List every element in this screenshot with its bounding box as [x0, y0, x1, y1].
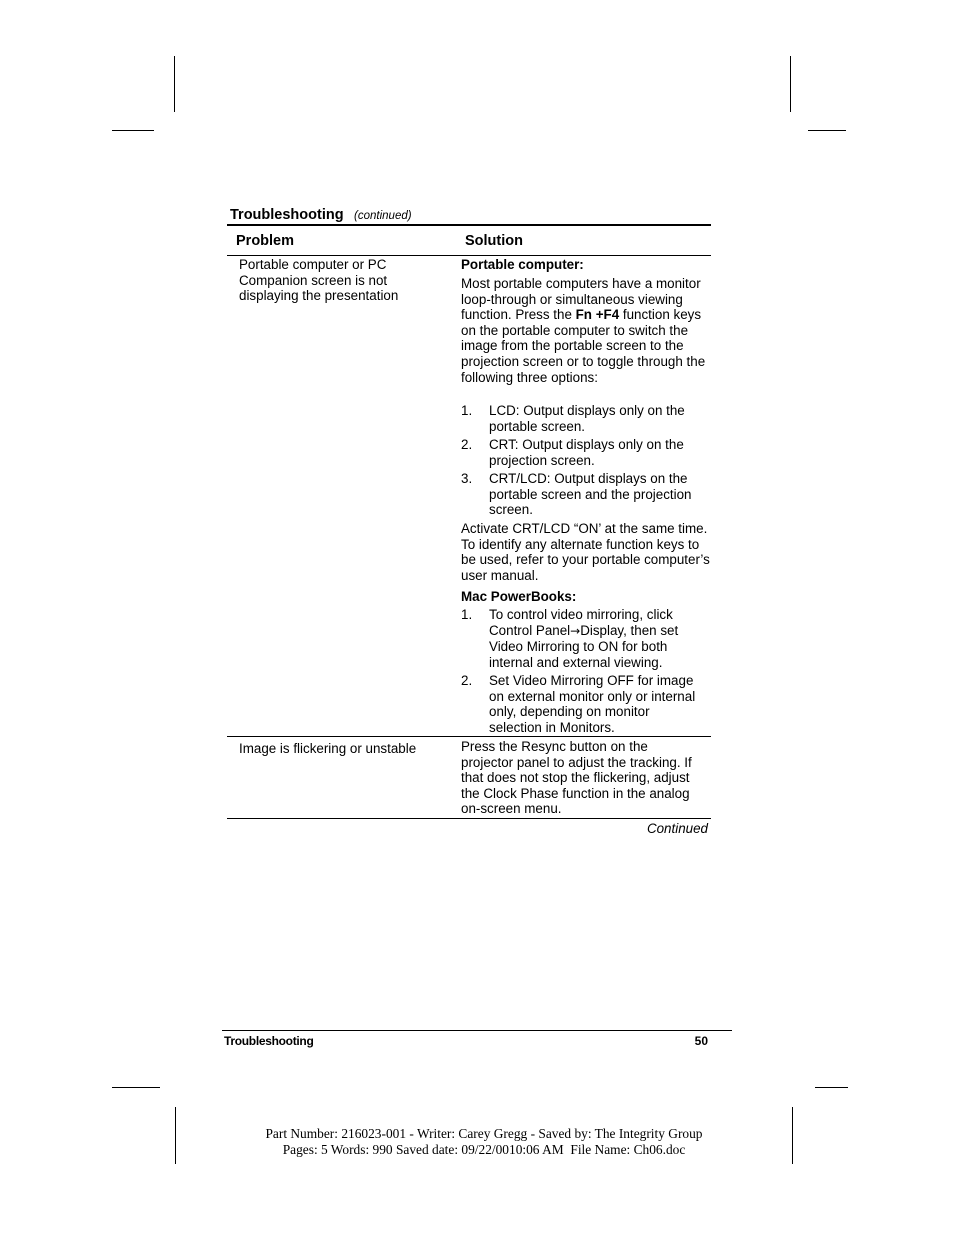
step-number: 2.	[461, 673, 473, 688]
activate-text: Activate CRT/LCD “ON’ at the same time. To identify any alternate function keys to be used, refer to your portable computer’s user manual.	[461, 521, 710, 583]
row2-problem: Image is flickering or unstable	[239, 741, 417, 756]
section-header	[230, 206, 412, 224]
option-text: LCD: Output displays only on the portable screen.	[489, 403, 685, 434]
option-item-1	[461, 403, 711, 434]
row-divider	[227, 736, 711, 737]
crop-mark-top-left-horizontal	[112, 130, 154, 131]
option-number: 3.	[461, 471, 473, 486]
crop-mark-bottom-left-vertical	[175, 1107, 176, 1164]
footer-section: Troubleshooting	[224, 1034, 314, 1048]
footer-page-number: 50	[694, 1034, 708, 1048]
row1-problem: Portable computer or PC Companion screen is not displaying the presentation	[239, 257, 399, 304]
column-header-problem: Problem	[236, 233, 295, 249]
column-header-rule	[227, 255, 711, 256]
column-header-solution: Solution	[465, 233, 523, 249]
step-text	[489, 607, 704, 670]
option-number: 1.	[461, 403, 473, 418]
portable-intro-text-b: function keys on the portable computer to switch the image from the portable screen to the projection screen or to toggle through the following three options:	[461, 307, 706, 385]
section-title: Troubleshooting	[230, 207, 344, 223]
step-text: Set Video Mirroring OFF for image on external monitor only or internal only, depending on monitor selection in Monitors.	[489, 673, 696, 735]
document-meta-line-2: Pages: 5 Words: 990 Saved date: 09/22/0010:06 AM File Name: Ch06.doc	[282, 1142, 686, 1157]
portable-intro	[461, 276, 711, 385]
option-number: 2.	[461, 437, 473, 452]
footer-rule	[222, 1030, 732, 1031]
option-text: CRT: Output displays only on the projection screen.	[489, 437, 684, 468]
portable-intro-text-a: Most portable computers have a monitor loop-through or simultaneous viewing function. Press the	[461, 276, 701, 323]
crop-mark-top-left-vertical	[174, 56, 175, 112]
crop-mark-bottom-left-horizontal	[112, 1087, 160, 1088]
portable-heading: Portable computer:	[461, 257, 584, 272]
crop-mark-top-right-horizontal	[808, 130, 846, 131]
portable-intro-key: Fn +F4	[575, 307, 620, 323]
continued-note: (continued)	[354, 210, 412, 222]
mac-step-2	[461, 673, 711, 735]
document-meta-line-1: Part Number: 216023-001 - Writer: Carey Gregg - Saved by: The Integrity Group	[265, 1126, 703, 1141]
mac-step-1	[461, 607, 711, 670]
option-item-2	[461, 437, 711, 468]
table-bottom-rule	[227, 818, 711, 819]
continued-label: Continued	[646, 821, 708, 836]
step-text-b: Display, then set Video Mirroring to ON for both internal and external viewing.	[489, 622, 679, 670]
crop-mark-bottom-right-vertical	[792, 1107, 793, 1164]
step-text-a: To control video mirroring, click Control Panel	[489, 607, 673, 638]
option-item-3	[461, 471, 711, 518]
mac-heading: Mac PowerBooks:	[461, 589, 577, 604]
row2-solution: Press the Resync button on the projector panel to adjust the tracking. If that does not stop the flickering, adjust the Clock Phase function in the analog on-screen menu.	[461, 739, 692, 817]
crop-mark-top-right-vertical	[790, 56, 791, 112]
arrow-right-icon: →	[570, 623, 581, 638]
header-rule	[227, 224, 711, 226]
step-number: 1.	[461, 607, 473, 622]
crop-mark-bottom-right-horizontal	[815, 1087, 848, 1088]
option-text: CRT/LCD: Output displays on the portable screen and the projection screen.	[489, 471, 692, 518]
